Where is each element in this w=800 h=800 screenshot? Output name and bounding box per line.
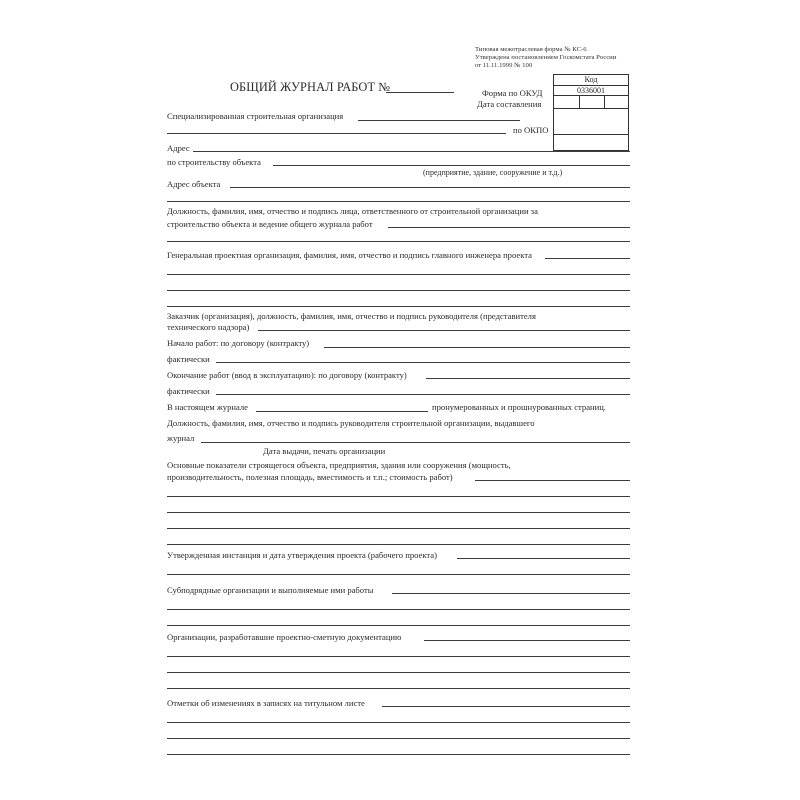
indicators-label-1: Основные показатели строящегося объекта, предприятия, здания или сооружения (мощность,: [167, 460, 511, 470]
approved-line: [457, 558, 630, 559]
journal-pages-suffix: пронумерованных и прошнурованных страниц.: [432, 402, 606, 412]
customer-label-2: технического надзора): [167, 322, 250, 332]
end-actual-label: фактически: [167, 386, 210, 396]
approval-line-1: Типовая межотраслевая форма № КС-6: [475, 46, 587, 53]
subcontractors-line-3: [167, 625, 630, 626]
design-orgs-line-2: [167, 656, 630, 657]
responsible-label-2: строительство объекта и ведение общего журнала работ: [167, 219, 373, 229]
changes-line-4: [167, 754, 630, 755]
page-title: ОБЩИЙ ЖУРНАЛ РАБОТ №: [230, 80, 391, 94]
indicators-line: [475, 480, 630, 481]
indicators-label-2: производительность, полезная площадь, вместимость и т.п.; стоимость работ): [167, 472, 453, 482]
okpo-label: по ОКПО: [513, 125, 549, 135]
indicators-line-4: [167, 528, 630, 529]
org-line-2: [167, 133, 506, 134]
design-orgs-line-3: [167, 672, 630, 673]
indicators-line-3: [167, 512, 630, 513]
object-address-line: [230, 187, 630, 188]
journal-word: журнал: [167, 433, 195, 443]
subcontractors-label: Субподрядные организации и выполняемые ими работы: [167, 585, 374, 595]
start-actual-label: фактически: [167, 354, 210, 364]
by-object-line: [273, 165, 630, 166]
customer-label-1: Заказчик (организация), должность, фамилия, имя, отчество и подпись руководителя (представителя: [167, 311, 536, 321]
journal-pages-prefix: В настоящем журнале: [167, 402, 248, 412]
indicators-line-5: [167, 544, 630, 545]
general-design-label: Генеральная проектная организация, фамилия, имя, отчество и подпись главного инженера проекта: [167, 250, 532, 260]
org-label: Специализированная строительная организация: [167, 111, 344, 121]
approved-line-2: [167, 574, 630, 575]
responsible-line-2: [167, 241, 630, 242]
okud-label: Форма по ОКУД: [482, 88, 543, 98]
changes-line-2: [167, 722, 630, 723]
changes-line: [382, 706, 630, 707]
general-design-line: [545, 258, 630, 259]
date-cell: [554, 96, 628, 109]
start-contract-label: Начало работ: по договору (контракту): [167, 338, 310, 348]
design-orgs-label: Организации, разработавшие проектно-сметную документацию: [167, 632, 402, 642]
design-orgs-line: [424, 640, 630, 641]
journal-pages-line: [256, 411, 428, 412]
start-contract-line: [324, 347, 630, 348]
object-address-label: Адрес объекта: [167, 179, 221, 189]
start-actual-line: [216, 362, 630, 363]
subcontractors-line-2: [167, 609, 630, 610]
approval-block: [475, 46, 616, 71]
object-hint: (предприятие, здание, сооружение и т.д.): [423, 168, 563, 177]
address-line: [193, 151, 630, 152]
general-design-line-4: [167, 306, 630, 307]
issue-date-hint: Дата выдачи, печать организации: [263, 446, 386, 456]
journal-number-line: [386, 92, 454, 93]
approved-label: Утвержденная инстанция и дата утверждения проекта (рабочего проекта): [167, 550, 437, 560]
approval-line-3: от 11.11.1999 № 100: [475, 62, 533, 70]
code-header: Код: [554, 75, 628, 86]
issuer-line: [201, 442, 630, 443]
changes-line-3: [167, 738, 630, 739]
indicators-line-2: [167, 496, 630, 497]
general-design-line-3: [167, 290, 630, 291]
responsible-label-1: Должность, фамилия, имя, отчество и подпись лица, ответственного от строительной организации за: [167, 206, 538, 216]
general-design-line-2: [167, 274, 630, 275]
responsible-line: [388, 227, 630, 228]
address-label: Адрес: [167, 143, 190, 153]
changes-label: Отметки об изменениях в записях на титульном листе: [167, 698, 365, 708]
end-contract-label: Окончание работ (ввод в эксплуатацию): по договору (контракту): [167, 370, 407, 380]
subcontractors-line: [392, 593, 630, 594]
okpo-cell: [554, 109, 628, 135]
end-contract-line: [426, 378, 630, 379]
date-label: Дата составления: [477, 99, 542, 109]
issuer-label: Должность, фамилия, имя, отчество и подпись руководителя строительной организации, выдавшего: [167, 418, 535, 428]
code-box: [553, 74, 629, 151]
org-line: [358, 120, 520, 121]
end-actual-line: [216, 394, 630, 395]
approval-line-2: Утверждена постановлением Госкомстата России: [475, 54, 617, 62]
design-orgs-line-4: [167, 688, 630, 689]
customer-line: [258, 330, 630, 331]
object-address-line-2: [167, 201, 630, 202]
by-object-label: по строительству объекта: [167, 157, 261, 167]
okud-value: 0336001: [554, 86, 628, 96]
